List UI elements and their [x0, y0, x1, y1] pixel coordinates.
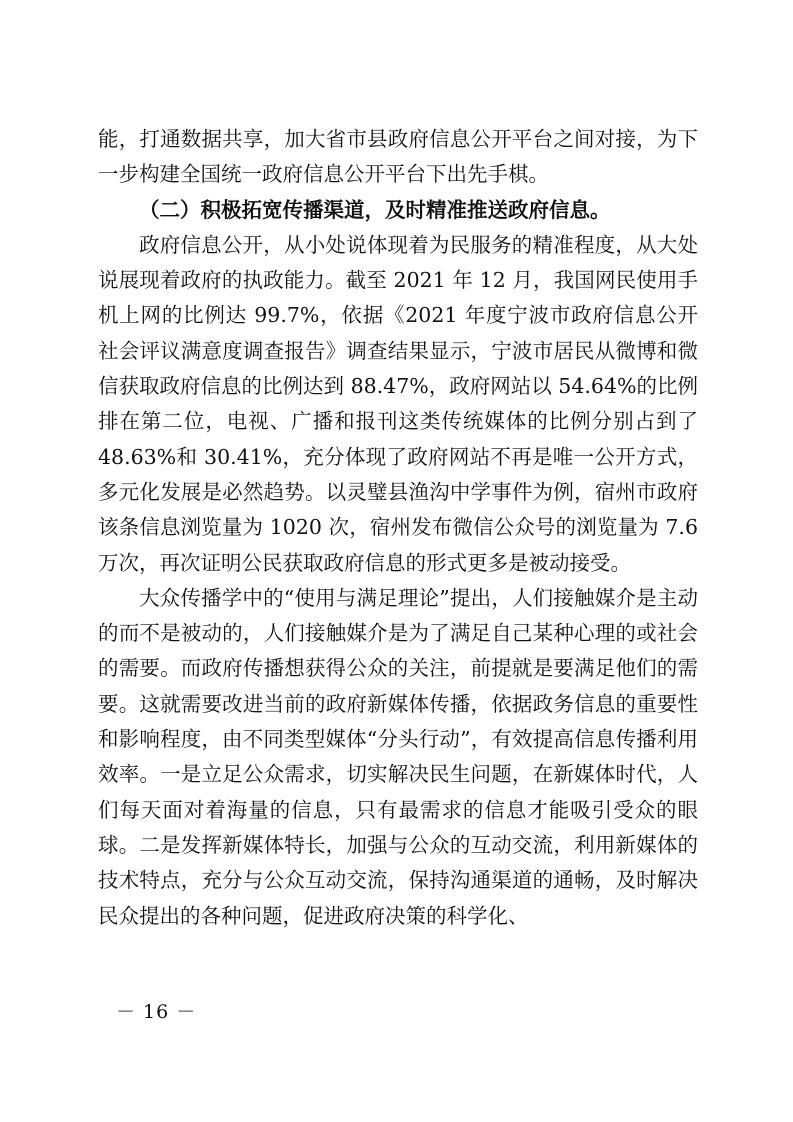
- section-heading: （二）积极拓宽传播渠道，及时精准推送政府信息。: [139, 197, 611, 222]
- paragraph: 政府信息公开，从小处说体现着为民服务的精准程度，从大处说展现着政府的执政能力。截至 2021 年 12 月，我国网民使用手机上网的比例达 99.7%，依据《2021 年度宁波市政府信息公开社会评议满意度调查报告》调查结果显示，宁波市居民从微博和微信获取政府信息的比例达到 88.47%，政府网站以 54.64%的比例排在第二位，电视、广播和报刊这类传统媒体的比例分别占到了 48.63%和 30.41%，充分体现了政府网站不再是唯一公开方式，多元化发展是必然趋势。以灵璧县渔沟中学事件为例，宿州市政府该条信息浏览量为 1020 次，宿州发布微信公众号的浏览量为 7.6 万次，再次证明公民获取政府信息的形式更多是被动接受。: [98, 232, 698, 575]
- body-text: [98, 122, 698, 934]
- page-number: － 16 －: [116, 1001, 197, 1023]
- paragraph: 大众传播学中的“使用与满足理论”提出，人们接触媒介是主动的而不是被动的，人们接触媒介是为了满足自己某种心理的或社会的需要。而政府传播想获得公众的关注，前提就是要满足他们的需要。这就需要改进当前的政府新媒体传播，依据政务信息的重要性和影响程度，由不同类型媒体“分头行动”，有效提高信息传播利用效率。一是立足公众需求，切实解决民生问题，在新媒体时代，人们每天面对着海量的信息，只有最需求的信息才能吸引受众的眼球。二是发挥新媒体特长，加强与公众的互动交流，利用新媒体的技术特点，充分与公众互动交流，保持沟通渠道的通畅，及时解决民众提出的各种问题，促进政府决策的科学化、: [98, 585, 698, 928]
- paragraph-continuation: 能，打通数据共享，加大省市县政府信息公开平台之间对接，为下一步构建全国统一政府信息公开平台下出先手棋。: [98, 127, 698, 187]
